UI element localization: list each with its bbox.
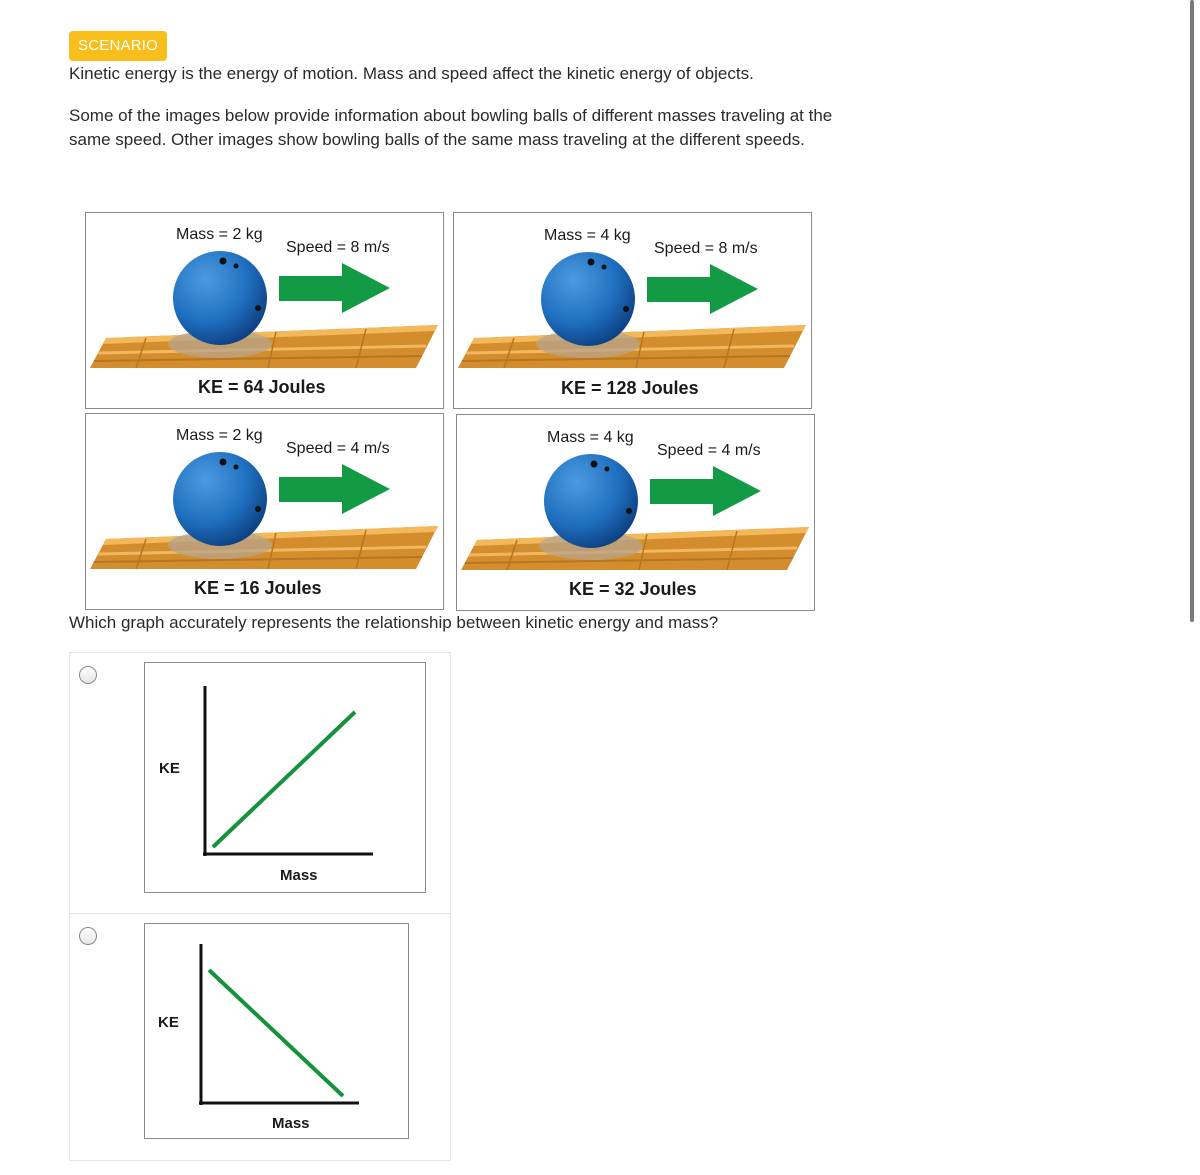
panel-ke-label: KE = 16 Joules	[194, 578, 322, 598]
graph-image	[144, 923, 409, 1139]
panel-speed-label: Speed = 4 m/s	[657, 442, 761, 459]
graph-x-label: Mass	[280, 867, 318, 884]
graph-y-label: KE	[159, 760, 180, 777]
graph-x-label: Mass	[272, 1115, 310, 1132]
panel-mass-label: Mass = 2 kg	[176, 427, 263, 444]
panel-ke-label: KE = 32 Joules	[569, 579, 697, 599]
panel-speed-label: Speed = 8 m/s	[654, 240, 758, 257]
graph-plot	[145, 663, 425, 892]
panel-speed-label: Speed = 4 m/s	[286, 440, 390, 457]
scenario-intro: Kinetic energy is the energy of motion. Mass and speed affect the kinetic energy of objects.	[69, 64, 754, 83]
graph-image	[144, 662, 426, 893]
bowling-panel-4	[456, 414, 815, 611]
radio-button[interactable]	[79, 666, 97, 684]
scenario-badge: SCENARIO	[69, 31, 167, 61]
graph-plot	[145, 924, 408, 1138]
panel-speed-label: Speed = 8 m/s	[286, 239, 390, 256]
scenario-description: Some of the images below provide information about bowling balls of different masses traveling at the same speed. Other images show bowling balls of the same mass traveling at the different speeds.	[69, 106, 833, 149]
radio-button[interactable]	[79, 927, 97, 945]
graph-trend-line	[213, 712, 355, 847]
panel-mass-label: Mass = 4 kg	[544, 227, 631, 244]
question-text: Which graph accurately represents the relationship between kinetic energy and mass?	[69, 613, 719, 632]
panel-mass-label: Mass = 2 kg	[176, 226, 263, 243]
panel-mass-label: Mass = 4 kg	[547, 429, 634, 446]
graph-trend-line	[209, 970, 343, 1096]
bowling-panel-2	[453, 212, 812, 409]
panel-ke-label: KE = 128 Joules	[561, 378, 699, 398]
graph-y-label: KE	[158, 1014, 179, 1031]
answer-option-2[interactable]	[69, 913, 451, 1161]
page-scrollbar[interactable]	[1190, 0, 1194, 622]
bowling-panel-1	[85, 212, 444, 409]
bowling-panel-3	[85, 413, 444, 610]
panel-ke-label: KE = 64 Joules	[198, 377, 326, 397]
answer-option-1[interactable]	[69, 652, 451, 914]
